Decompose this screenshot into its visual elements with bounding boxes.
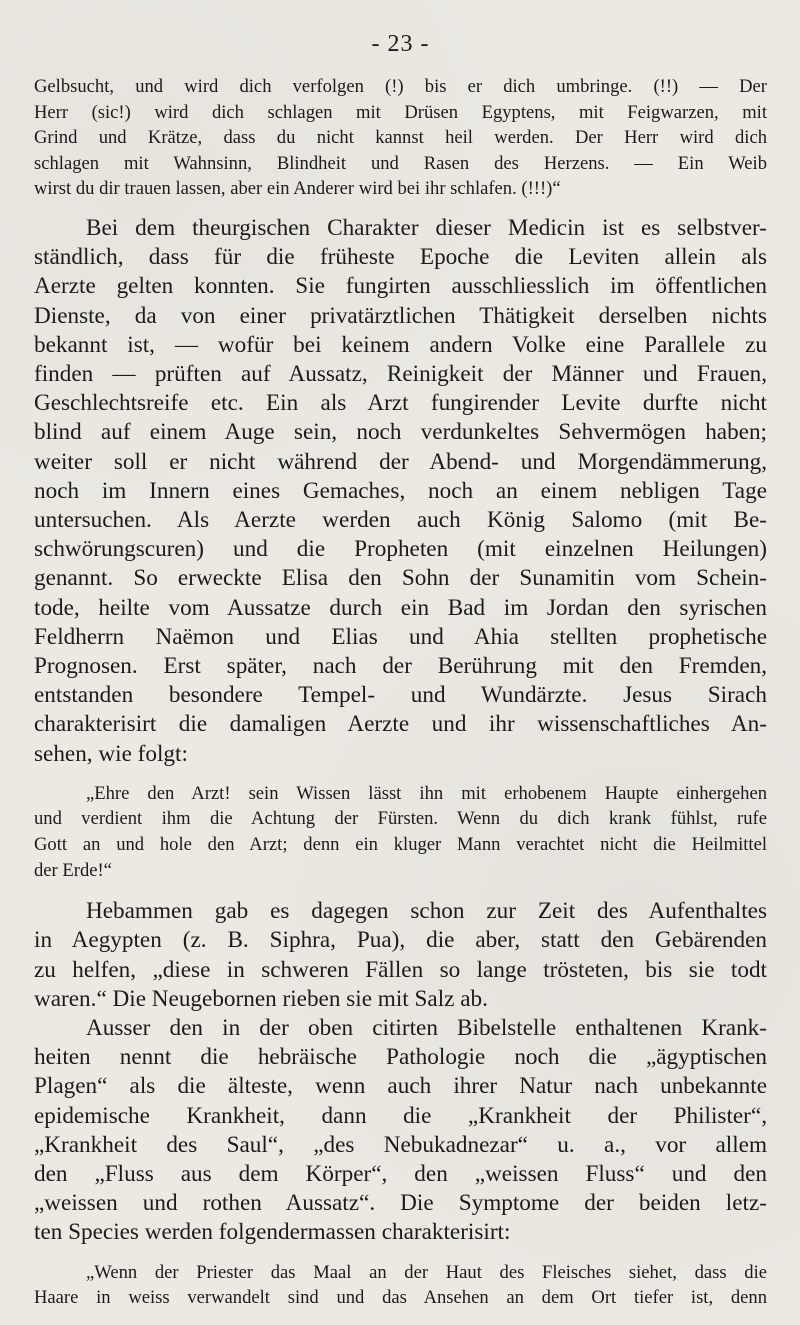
- text-line: Haare in weiss verwandelt sind und das Ansehen an dem Ort tiefer ist, denn: [34, 1287, 767, 1309]
- paragraph-body-diseases: [34, 1014, 767, 1248]
- text-line: „weissen und rothen Aussatz“. Die Symptome der beiden letz-: [34, 1190, 767, 1217]
- text-line: in Aegypten (z. B. Siphra, Pua), die aber, statt den Gebärenden: [34, 927, 767, 954]
- text-line: Hebammen gab es dagegen schon zur Zeit des Aufenthaltes: [86, 898, 767, 925]
- text-line: Gelbsucht, und wird dich verfolgen (!) bis er dich umbringe. (!!) — Der: [34, 76, 767, 97]
- text-line: Prognosen. Erst später, nach der Berührung mit den Fremden,: [34, 653, 767, 680]
- text-line: blind auf einem Auge sein, noch verdunkeltes Sehvermögen haben;: [34, 419, 767, 446]
- text-line: der Erde!“: [34, 859, 112, 881]
- text-line: untersuchen. Als Aerzte werden auch König Salomo (mit Be-: [34, 507, 767, 533]
- text-line: tode, heilte vom Aussatze durch ein Bad im Jordan den syrischen: [34, 594, 767, 621]
- text-line: Dienste, da von einer privatärztlichen Thätigkeit derselben nichts: [34, 302, 767, 329]
- text-line: Aerzte gelten konnten. Sie fungirten ausschliesslich im öffentlichen: [34, 273, 767, 300]
- text-line: genannt. So erweckte Elisa den Sohn der Sunamitin vom Schein-: [34, 565, 767, 592]
- text-line: den „Fluss aus dem Körper“, den „weissen Fluss“ und den: [34, 1161, 767, 1188]
- text-line: Herr (sic!) wird dich schlagen mit Drüsen Egyptens, mit Feigwarzen, mit: [34, 101, 767, 123]
- text-line: sehen, wie folgt:: [34, 740, 188, 767]
- text-line: schwörungscuren) und die Propheten (mit einzelnen Heilungen): [34, 536, 767, 563]
- text-line: waren.“ Die Neugebornen rieben sie mit Salz ab.: [34, 985, 488, 1012]
- text-line: wirst du dir trauen lassen, aber ein Anderer wird bei ihr schlafen. (!!!)“: [34, 178, 561, 200]
- text-line: „Krankheit des Saul“, „des Nebukadnezar“ u. a., vor allem: [34, 1131, 767, 1158]
- text-line: Feldherrn Naëmon und Elias und Ahia stellten prophetische: [34, 623, 767, 650]
- paragraph-quote-sirach: [34, 781, 767, 883]
- text-line: heiten nennt die hebräische Pathologie noch die „ägyptischen: [34, 1044, 767, 1071]
- paragraph-body-levites: [34, 214, 767, 769]
- text-line: Ausser den in der oben citirten Bibelstelle enthaltenen Krank-: [86, 1015, 767, 1042]
- text-line: epidemische Krankheit, dann die „Krankheit der Philister“,: [34, 1102, 767, 1129]
- text-line: finden — prüften auf Aussatz, Reinigkeit der Männer und Frauen,: [34, 360, 767, 387]
- text-line: ständlich, dass für die früheste Epoche die Leviten allein als: [34, 244, 767, 271]
- text-line: Grind und Krätze, dass du nicht kannst heil werden. Der Herr wird dich: [34, 127, 767, 149]
- text-line: bekannt ist, — wofür bei keinem andern Volke eine Parallele zu: [34, 331, 767, 358]
- paragraph-quote-continuation: [34, 74, 767, 202]
- text-line: Plagen“ als die älteste, wenn auch ihrer Natur nach unbekannte: [34, 1073, 767, 1100]
- text-line: schlagen mit Wahnsinn, Blindheit und Rasen des Herzens. — Ein Weib: [34, 152, 767, 174]
- text-line: und verdient ihm die Achtung der Fürsten. Wenn du dich krank fühlst, rufe: [34, 808, 767, 830]
- text-line: noch im Innern eines Gemaches, noch an einem nebligen Tage: [34, 477, 767, 504]
- text-line: Gott an und hole den Arzt; denn ein kluger Mann verachtet nicht die Heilmittel: [34, 834, 767, 856]
- text-line: ten Species werden folgendermassen charakterisirt:: [34, 1219, 511, 1246]
- text-line: „Wenn der Priester das Maal an der Haut des Fleisches siehet, dass die: [86, 1261, 767, 1283]
- paragraph-quote-leprosy: [34, 1260, 767, 1311]
- text-line: entstanden besondere Tempel- und Wundärzte. Jesus Sirach: [34, 682, 767, 709]
- text-line: „Ehre den Arzt! sein Wissen lässt ihn mit erhobenem Haupte einhergehen: [86, 782, 767, 804]
- text-line: weiter soll er nicht während der Abend- und Morgendämmerung,: [34, 448, 767, 475]
- text-line: Geschlechtsreife etc. Ein als Arzt fungirender Levite durfte nicht: [34, 390, 767, 417]
- text-line: zu helfen, „diese in schweren Fällen so lange trösteten, bis sie todt: [34, 956, 767, 983]
- page-number: - 23 -: [371, 31, 430, 57]
- paragraph-body-midwives: [34, 897, 767, 1014]
- text-line: charakterisirt die damaligen Aerzte und ihr wissenschaftliches An-: [34, 711, 767, 738]
- text-line: Bei dem theurgischen Charakter dieser Medicin ist es selbstver-: [86, 214, 767, 241]
